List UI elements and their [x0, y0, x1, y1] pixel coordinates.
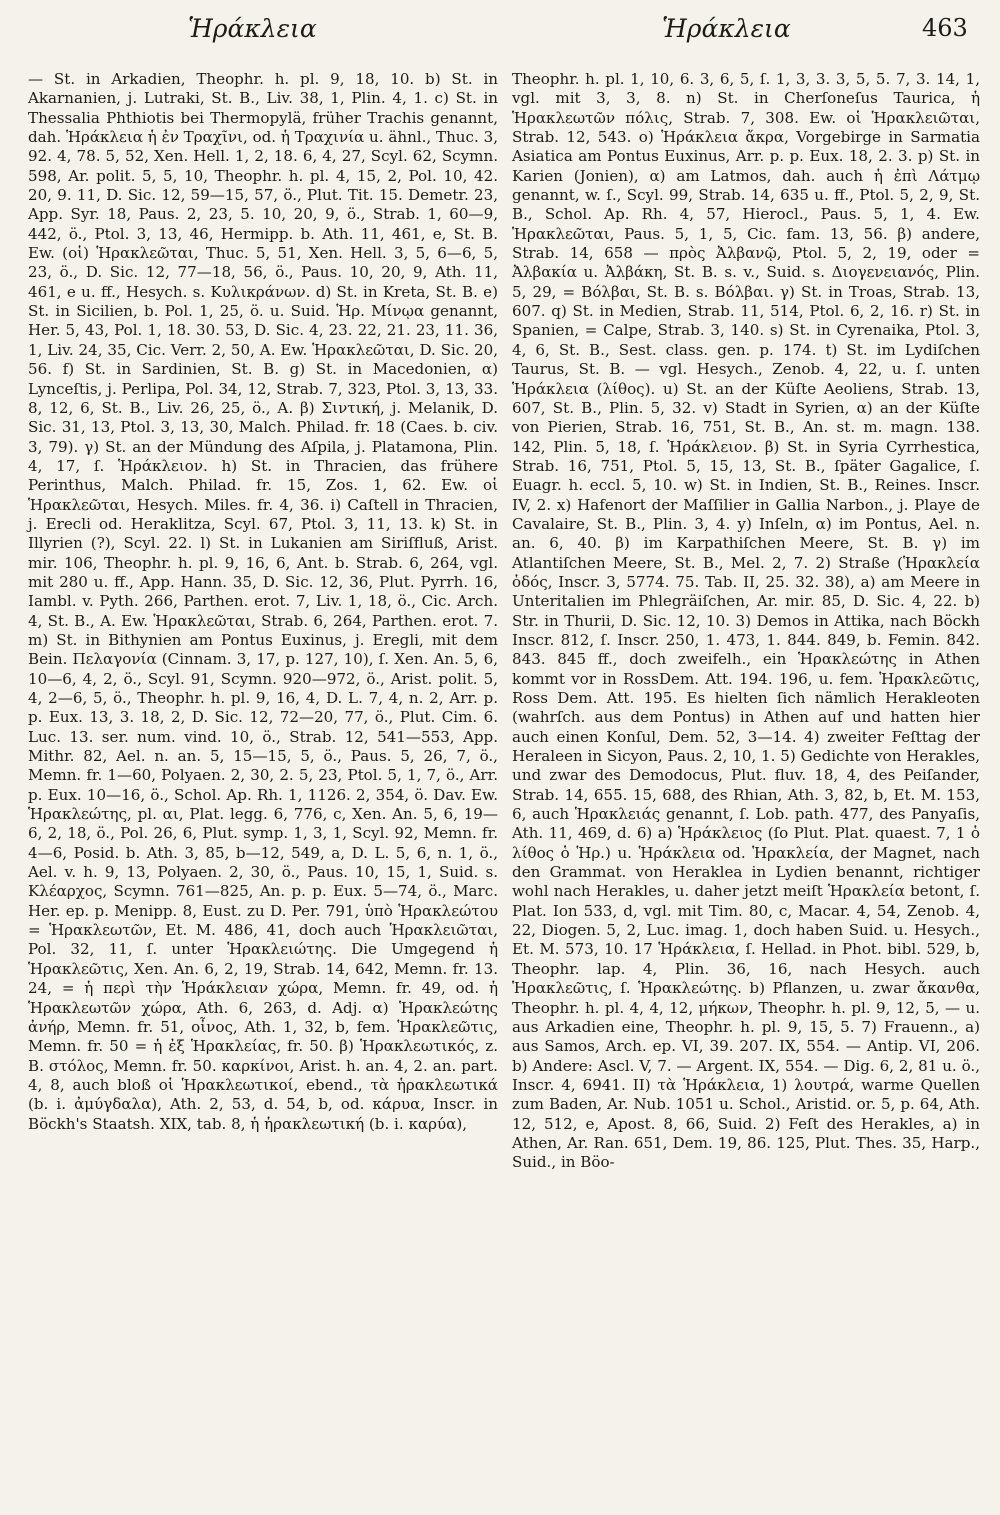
left-column-text: — St. in Arkadien, Theophr. h. pl. 9, 18, 10. b) St. in Akarnanien, j. Lutraki, St. B., Liv. 38, 1, Plin. 4, 1. c) St. in Thessalia Phthiotis bei Thermopylä, früher Trachis genannt, dah. Ἡράκλεια ἡ ἐν Τραχῖνι, od. ἡ Τραχινία u. ähnl., Thuc. 3, 92. 4, 78. 5, 52, Xen. Hell. 1, 2, 18. 6, 4, 27, Scyl. 62, Scymn. 598, Ar. polit. 5, 5, 10, Theophr. h. pl. 4, 15, 2, Pol. 10, 42. 20, 9. 11, D. Sic. 12, 59—15, 57, ö., Plut. Tit. 15. Demetr. 23, App. Syr. 18, Paus. 2, 23, 5. 10, 20, 9, ö., Strab. 1, 60—9, 442, ö., Ptol. 3, 13, 46, Hermipp. b. Ath. 11, 461, e, St. B. Ew. (οἱ) Ἡρακλεῶται, Thuc. 5, 51, Xen. Hell. 3, 5, 6—6, 5, 23, ö., D. Sic. 12, 77—18, 56, ö., Paus. 10, 20, 9, Ath. 11, 461, e u. ff., Hesych. s. Κυλικράνων. d) St. in Kreta, St. B. e) St. in Sicilien, b. Pol. 1, 25, ö. u. Suid. Ἡρ. Μίνῳα genannt, Her. 5, 43, Pol. 1, 18. 30. 53, D. Sic. 4, 23. 22, 21. 23, 11. 36, 1, Liv. 24, 35, Cic. Verr. 2, 50, A. Ew. Ἡρακλεῶται, D. Sic. 20, 56. f) St. in Sardinien, St. B. g) St. in Macedonien, α) Lynceſtis, j. Perlipa, Pol. 34, 12, Strab. 7, 323, Ptol. 3, 13, 33. 8, 12, 6, St. B., Liv. 26, 25, ö., A. β) Σιντική, j. Melanik, D. Sic. 31, 13, Ptol. 3, 13, 30, Malch. Philad. fr. 18 (Caes. b. civ. 3, 79). γ) St. an der Mündung des Aſpila, j. Platamona, Plin. 4, 17, ſ. Ἡράκλειον. h) St. in Thracien, das frühere Perinthus, Malch. Philad. fr. 15, Zos. 1, 62. Ew. οἱ Ἡρακλεῶται, Hesych. Miles. fr. 4, 36. i) Caſtell in Thracien, j. Erecli od. Heraklitza, Scyl. 67, Ptol. 3, 11, 13. k) St. in Illyrien (?), Scyl. 22. l) St. in Lukanien am Siriſfluß, Arist. mir. 106, Theophr. h. pl. 9, 16, 6, Ant. b. Strab. 6, 264, vgl. mit 280 u. ff., App. Hann. 35, D. Sic. 12, 36, Plut. Pyrrh. 16, Iambl. v. Pyth. 266, Parthen. erot. 7, Liv. 1, 18, ö., Cic. Arch. 4, St. B., A. Ew. Ἡρακλεῶται, Strab. 6, 264, Parthen. erot. 7. m) St. in Bithynien am Pontus Euxinus, j. Eregli, mit dem Bein. Πελαγονία (Cinnam. 3, 17, p. 127, 10), ſ. Xen. An. 5, 6, 10—6, 4, 2, ö., Scyl. 91, Scymn. 920—972, ö., Arist. polit. 5, 4, 2—6, 5, ö., Theophr. h. pl. 9, 16, 4, D. L. 7, 4, n. 2, Arr. p. p. Eux. 13, 3. 18, 2, D. Sic. 12, 72—20, 77, ö., Plut. Cim. 6. Luc. 13. ser. num. vind. 10, ö., Strab. 12, 541—553, App. Mithr. 82, Ael. n. an. 5, 15—15, 5, ö., Paus. 5, 26, 7, ö., Memn. fr. 1—60, Polyaen. 2, 30, 2. 5, 23, Ptol. 5, 1, 7, ö., Arr. p. Eux. 10—16, ö., Schol. Ap. Rh. 1, 1126. 2, 354, ö. Dav. Ew. Ἡρακλεώτης, pl. αι, Plat. legg. 6, 776, c, Xen. An. 5, 6, 19—6, 2, 18, ö., Pol. 26, 6, Plut. symp. 1, 3, 1, Scyl. 92, Memn. fr. 4—6, Posid. b. Ath. 3, 85, b—12, 549, a, D. L. 5, 6, n. 1, ö., Ael. v. h. 9, 13, Polyaen. 2, 30, ö., Paus. 10, 15, 1, Suid. s. Κλέαρχος, Scymn. 761—825, An. p. p. Eux. 5—74, ö., Marc. Her. ep. p. Menipp. 8, Eust. zu D. Per. 791, ὑπὸ Ἡρακλεώτου = Ἡρακλεωτῶν, Et. M. 486, 41, doch auch Ἡρακλειῶται, Pol. 32, 11, ſ. unter Ἡρακλειώτης. Die Umgegend ἡ Ἡρακλεῶτις, Xen. An. 6, 2, 19, Strab. 14, 642, Memn. fr. 13. 24, = ἡ περὶ τὴν Ἡράκλειαν χώρα, Memn. fr. 49, od. ἡ Ἡρακλεωτῶν χώρα, Ath. 6, 263, d. Adj. α) Ἡρακλεώτης ἀνήρ, Memn. fr. 51, οἶνος, Ath. 1, 32, b, fem. Ἡρακλεῶτις, Memn. fr. 50 = ἡ ἐξ Ἡρακλείας, fr. 50. β) Ἡρακλεωτικός, z. B. στόλος, Memn. fr. 50. καρκίνοι, Arist. h. an. 4, 2. an. part. 4, 8, auch bloß οἱ Ἡρακλεωτικοί, ebend., τὰ ἡρακλεωτικά (b. i. ἀμύγδαλα), Ath. 2, 53, d. 54, b, od. κάρυα, Inscr. in Böckh's Staatsh. XIX, tab. 8, ἡ ἡρακλεωτική (b. i. καρύα),: [28, 70, 498, 1133]
page-number: 463: [922, 14, 968, 42]
running-head-left: Ἡράκλεια: [188, 14, 317, 43]
running-head-right: Ἡράκλεια: [662, 14, 791, 43]
left-column: [28, 70, 498, 1134]
right-column-text: Theophr. h. pl. 1, 10, 6. 3, 6, 5, ſ. 1, 3, 3. 3, 5, 5. 7, 3. 14, 1, vgl. mit 3, 3, 8. n) St. in Cherſoneſus Taurica, ἡ Ἡρακλεωτῶν πόλις, Strab. 7, 308. Ew. οἱ Ἡρακλειῶται, Strab. 12, 543. o) Ἡράκλεια ἄκρα, Vorgebirge in Sarmatia Asiatica am Pontus Euxinus, Arr. p. p. Eux. 18, 2. 3. p) St. in Karien (Jonien), α) am Latmos, dah. auch ἡ ἐπὶ Λάτμῳ genannt, w. ſ., Scyl. 99, Strab. 14, 635 u. ff., Ptol. 5, 2, 9, St. B., Schol. Ap. Rh. 4, 57, Hierocl., Paus. 5, 1, 4. Ew. Ἡρακλεῶται, Paus. 5, 1, 5, Cic. fam. 13, 56. β) andere, Strab. 14, 658 — πρὸς Ἀλβανῷ, Ptol. 5, 2, 19, oder = Ἀλβακία u. Ἀλβάκη, St. B. s. v., Suid. s. Διογενειανός, Plin. 5, 29, = Βόλβαι, St. B. s. Βόλβαι. γ) St. in Troas, Strab. 13, 607. q) St. in Medien, Strab. 11, 514, Ptol. 6, 2, 16. r) St. in Spanien, = Calpe, Strab. 3, 140. s) St. in Cyrenaika, Ptol. 3, 4, 6, St. B., Sest. class. gen. p. 174. t) St. im Lydiſchen Taurus, St. B. — vgl. Hesych., Zenob. 4, 22, u. ſ. unten Ἡράκλεια (λίθος). u) St. an der Küſte Aeoliens, Strab. 13, 607, St. B., Plin. 5, 32. v) Stadt in Syrien, α) an der Küſte von Pierien, Strab. 16, 751, St. B., An. st. m. magn. 138. 142, Plin. 5, 18, ſ. Ἡράκλειον. β) St. in Syria Cyrrhestica, Strab. 16, 751, Ptol. 5, 15, 13, St. B., ſpäter Gagalice, ſ. Euagr. h. eccl. 5, 10. w) St. in Indien, St. B., Reines. Inscr. IV, 2. x) Hafenort der Maſſilier in Gallia Narbon., j. Playe de Cavalaire, St. B., Plin. 3, 4. y) Inſeln, α) im Pontus, Ael. n. an. 6, 40. β) im Karpathiſchen Meere, St. B. γ) im Atlantiſchen Meere, St. B., Mel. 2, 7. 2) Straße (Ἡρακλεία ὁδός, Inscr. 3, 5774. 75. Tab. II, 25. 32. 38), a) am Meere in Unteritalien im Phlegräiſchen, Ar. mir. 85, D. Sic. 4, 22. b) Str. in Thurii, D. Sic. 12, 10. 3) Demos in Attika, nach Böckh Inscr. 812, ſ. Inscr. 250, 1. 473, 1. 844. 849, b. Femin. 842. 843. 845 ff., doch zweifelh., ein Ἡρακλεώτης in Athen kommt vor in RossDem. Att. 194. 196, u. fem. Ἡρακλεῶτις, Ross Dem. Att. 195. Es hielten ſich nämlich Herakleoten (wahrſch. aus dem Pontus) in Athen auf und hatten hier auch einen Konſul, Dem. 52, 3—14. 4) zweiter Feſttag der Heraleen in Sicyon, Paus. 2, 10, 1. 5) Gedichte von Herakles, und zwar des Demodocus, Plut. fluv. 18, 4, des Peiſander, Strab. 14, 655. 15, 688, des Rhian, Ath. 3, 82, b, Et. M. 153, 6, auch Ἡρακλειάς genannt, ſ. Lob. path. 477, des Panyaſis, Ath. 11, 469, d. 6) a) Ἡράκλειος (ſo Plut. Plat. quaest. 7, 1 ὁ λίθος ὁ Ἡρ.) u. Ἡράκλεια od. Ἡρακλεία, der Magnet, nach den Grammat. von Heraklea in Lydien benannt, richtiger wohl nach Herakles, u. daher jetzt meiſt Ἡρακλεία betont, ſ. Plat. Ion 533, d, vgl. mit Tim. 80, c, Macar. 4, 54, Zenob. 4, 22, Diogen. 5, 2, Luc. imag. 1, doch haben Suid. u. Hesych., Et. M. 573, 10. 17 Ἡράκλεια, ſ. Hellad. in Phot. bibl. 529, b, Theophr. lap. 4, Plin. 36, 16, nach Hesych. auch Ἡρακλεῶτις, ſ. Ἡρακλεώτης. b) Pflanzen, u. zwar ἄκανθα, Theophr. h. pl. 4, 4, 12, μήκων, Theophr. h. pl. 9, 12, 5, — u. aus Arkadien eine, Theophr. h. pl. 9, 15, 5. 7) Frauenn., a) aus Samos, Arch. ep. VI, 39. 207. IX, 554. — Antip. VI, 206. b) Andere: Ascl. V, 7. — Argent. IX, 554. — Dig. 6, 2, 81 u. ö., Inscr. 4, 6941. II) τὰ Ἡράκλεια, 1) λουτρά, warme Quellen zum Baden, Ar. Nub. 1051 u. Schol., Aristid. or. 5, p. 64, Ath. 12, 512, e, Apost. 8, 66, Suid. 2) Feſt des Herakles, a) in Athen, Ar. Ran. 651, Dem. 19, 86. 125, Plut. Thes. 35, Harp., Suid., in Böo-: [512, 70, 980, 1172]
right-column: [512, 70, 980, 1173]
